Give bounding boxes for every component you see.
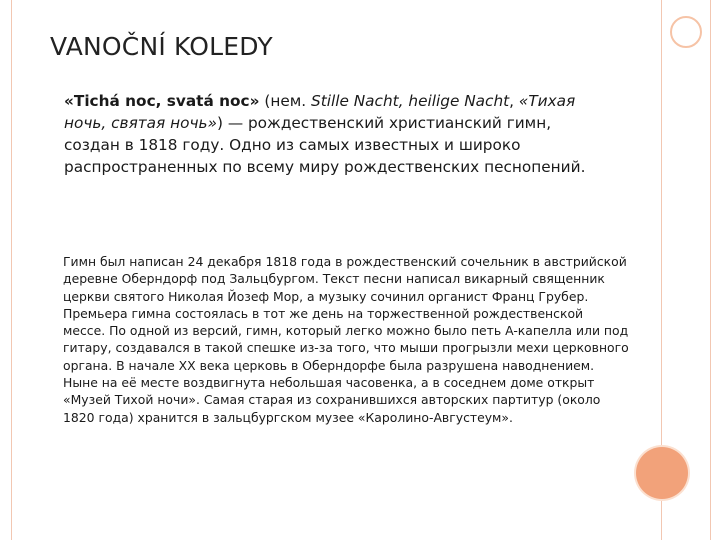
decorative-circle-filled [636, 447, 688, 499]
intro-comma: , [509, 92, 519, 110]
intro-paragraph [64, 90, 599, 178]
frame-line-left [11, 0, 12, 540]
decorative-circle-outline [670, 16, 702, 48]
russian-title: «Тихая ночь, святая ночь» [64, 92, 576, 132]
history-paragraph: Гимн был написан 24 декабря 1818 года в рождественский сочельник в австрийской деревне Оберндорф под Зальцбургом. Текст песни написал викарный священник церкви святого Николая Йозеф Мор, а музыку сочинил органист Франц Грубер. Премьера гимна состоялась в тот же день на торжественной рождественской мессе. По одной из версий, гимн, который легко можно было петь A-капелла или под гитару, создавался в такой спешке из-за того, что мыши прогрызли мехи церковного органа. В начале XX века церковь в Оберндорфе была разрушена наводнением. Ныне на её месте воздвигнута небольшая часовенка, а в соседнем доме открыт «Музей Тихой ночи». Самая старая из сохранившихся авторских партитур (около 1820 года) хранится в зальцбургском музее «Каролино-Августеум». [63, 254, 629, 425]
slide-title: VANOČNÍ KOLEDY [50, 32, 273, 61]
german-title: Stille Nacht, heilige Nacht [311, 92, 510, 110]
intro-open-paren: (нем. [259, 92, 311, 110]
frame-line-right-outer [710, 0, 711, 540]
song-name: «Tichá noc, svatá noc» [64, 92, 260, 110]
intro-rest: ) — рождественский христианский гимн, создан в 1818 году. Одно из самых известных и широко распространенных по всему миру рождественских песнопений. [64, 114, 586, 176]
